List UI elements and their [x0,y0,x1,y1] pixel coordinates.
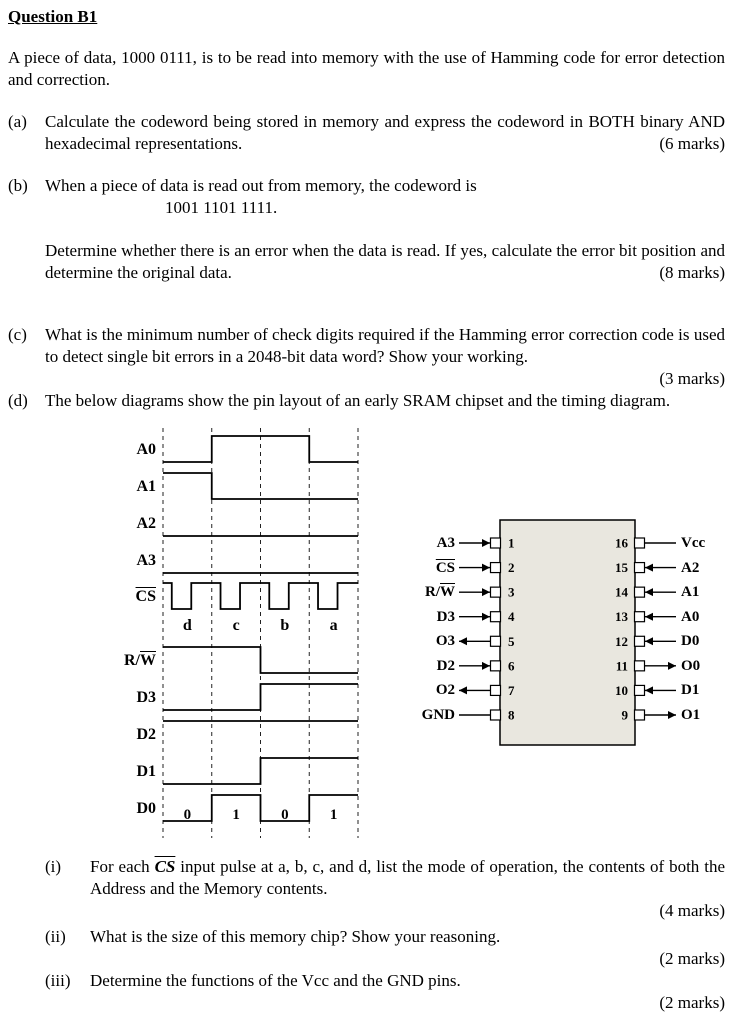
subpart-ii-marks: (2 marks) [659,949,725,968]
subpart-iii [45,970,725,1014]
pin-notch [635,538,645,548]
part-b-text: Determine whether there is an error when the data is read. If yes, calculate the error bit position and determine the original data. [45,241,725,282]
pin-number: 3 [508,584,515,600]
interval-label-c: c [232,617,240,634]
part-d-label: (d) [8,391,28,410]
waveform-d0 [163,795,358,821]
pin-label-a3: A3 [436,535,455,551]
bit-value-label: 1 [329,807,338,823]
arrow-out-icon [668,711,676,719]
part-b-question [45,240,725,284]
arrow-out-icon [459,686,467,694]
signal-label-d1: D1 [136,763,156,780]
question-number: Question B1 [8,7,98,26]
part-b-codeword: 1001 1101 1111. [165,198,278,217]
pin-notch [491,661,501,671]
subpart-ii-label: (ii) [45,927,66,946]
arrow-in-icon [645,637,653,645]
part-a-text: Calculate the codeword being stored in memory and express the codeword in BOTH binary AND hexadecimal representations. [45,112,725,153]
arrow-in-icon [482,662,490,670]
pin-label-o2: O2 [435,682,455,699]
subpart-ii [45,926,725,970]
subpart-iii-marks: (2 marks) [659,993,725,1012]
part-a-label: (a) [8,112,27,131]
pin-number: 16 [615,535,628,551]
bit-value-label: 0 [281,807,289,823]
page-title [8,7,725,27]
subpart-i-body [90,856,725,922]
part-b [8,175,725,284]
arrow-in-icon [482,588,490,596]
pin-number: 15 [615,560,628,576]
arrow-in-icon [645,686,653,694]
signal-label-cs: $\overline{CS}$ [135,588,156,605]
pin-label-d2: D2 [436,657,455,674]
part-b-marks: (8 marks) [659,263,725,282]
part-a [8,111,725,155]
pin-notch [635,710,645,720]
signal-label-a0: A0 [136,441,156,458]
pin-label-vcc: Vcc [681,535,706,551]
part-c-body [45,324,725,390]
pin-notch [635,636,645,646]
pin-notch [635,587,645,597]
arrow-in-icon [482,613,490,621]
interval-label-a: a [329,617,338,634]
signal-label-d0: D0 [136,800,156,817]
subpart-i-text-suffix: input pulse at a, b, c, and d, list the mode of operation, the contents of both the Address and the Memory contents. [90,857,725,898]
pin-number: 7 [508,682,515,698]
pin-notch [491,636,501,646]
intro-paragraph: A piece of data, 1000 0111, is to be read into memory with the use of Hamming code for error detection and correction. [8,48,725,89]
part-b-intro: When a piece of data is read out from memory, the codeword is [45,176,477,195]
pin-label-d0: D0 [681,633,700,650]
signal-label-rw: $R/\overline{W}$ [124,652,156,669]
subpart-i-label: (i) [45,857,62,876]
pin-number: 12 [615,633,628,649]
signal-label-d3: D3 [136,689,156,706]
part-d [8,390,725,412]
pin-label-rw: $R/\overline{W}$ [425,584,455,601]
pin-notch [491,612,501,622]
pin-number: 9 [621,707,628,723]
pin-label-o3: O3 [435,633,455,650]
part-c [8,324,725,390]
part-a-marks: (6 marks) [659,134,725,153]
pin-number: 2 [508,560,515,576]
arrow-out-icon [459,637,467,645]
pin-notch [491,587,501,597]
sram-diagrams [0,420,733,844]
pin-number: 4 [508,609,515,625]
part-b-label: (b) [8,176,28,195]
part-a-body [45,111,725,155]
part-d-text: The below diagrams show the pin layout of an early SRAM chipset and the timing diagram. [45,391,671,410]
pin-number: 14 [615,584,628,600]
pin-notch [491,538,501,548]
pin-number: 6 [508,658,515,674]
arrow-in-icon [645,564,653,572]
subpart-i [45,856,725,922]
signal-label-a2: A2 [136,515,156,532]
subpart-i-text [90,856,725,900]
pin-label-gnd: GND [421,706,455,723]
interval-label-d: d [182,617,192,634]
part-c-label: (c) [8,325,27,344]
pin-label-o0: O0 [681,657,701,674]
cs-signal-reference: $\overline{CS}$ [154,857,176,876]
bit-value-label: 1 [232,807,240,823]
bit-value-label: 0 [183,807,192,823]
subpart-ii-body [90,926,725,970]
pin-number: 5 [508,633,515,649]
pin-notch [635,563,645,573]
pin-label-cs: $\overline{CS}$ [435,559,455,576]
pin-notch [491,563,501,573]
pin-notch [635,685,645,695]
pin-notch [491,710,501,720]
arrow-in-icon [645,588,653,596]
subpart-i-text-prefix: For each [90,857,155,876]
subpart-iii-label: (iii) [45,971,71,990]
pin-label-a1: A1 [681,584,700,601]
waveform-d1 [163,758,358,784]
signal-label-a3: A3 [136,552,156,569]
subpart-ii-text: What is the size of this memory chip? Show your reasoning. [90,927,501,946]
part-c-text: What is the minimum number of check digits required if the Hamming error correction code is used to detect single bit errors in a 2048-bit data word? Show your working. [45,325,725,366]
signal-label-a1: A1 [136,478,156,495]
pin-number: 1 [508,535,515,551]
pin-notch [491,685,501,695]
arrow-in-icon [645,613,653,621]
pin-notch [635,612,645,622]
arrow-in-icon [482,564,490,572]
pin-label-a0: A0 [681,608,700,625]
pin-label-d1: D1 [681,682,700,699]
arrow-out-icon [668,662,676,670]
pin-label-d3: D3 [436,608,455,625]
interval-label-b: b [280,617,290,634]
chip-body [500,520,635,745]
arrow-in-icon [482,539,490,547]
pin-number: 11 [615,658,628,674]
part-c-marks: (3 marks) [659,369,725,388]
pin-label-a2: A2 [681,559,700,576]
pin-label-o1: O1 [681,706,701,723]
pin-number: 8 [508,707,515,723]
subpart-i-marks: (4 marks) [659,901,725,920]
pin-notch [635,661,645,671]
subpart-iii-text: Determine the functions of the Vcc and the GND pins. [90,971,461,990]
part-b-body [45,175,725,284]
pin-number: 10 [615,682,628,698]
pin-number: 13 [615,609,628,625]
signal-label-d2: D2 [136,726,156,743]
subpart-iii-body [90,970,725,1014]
